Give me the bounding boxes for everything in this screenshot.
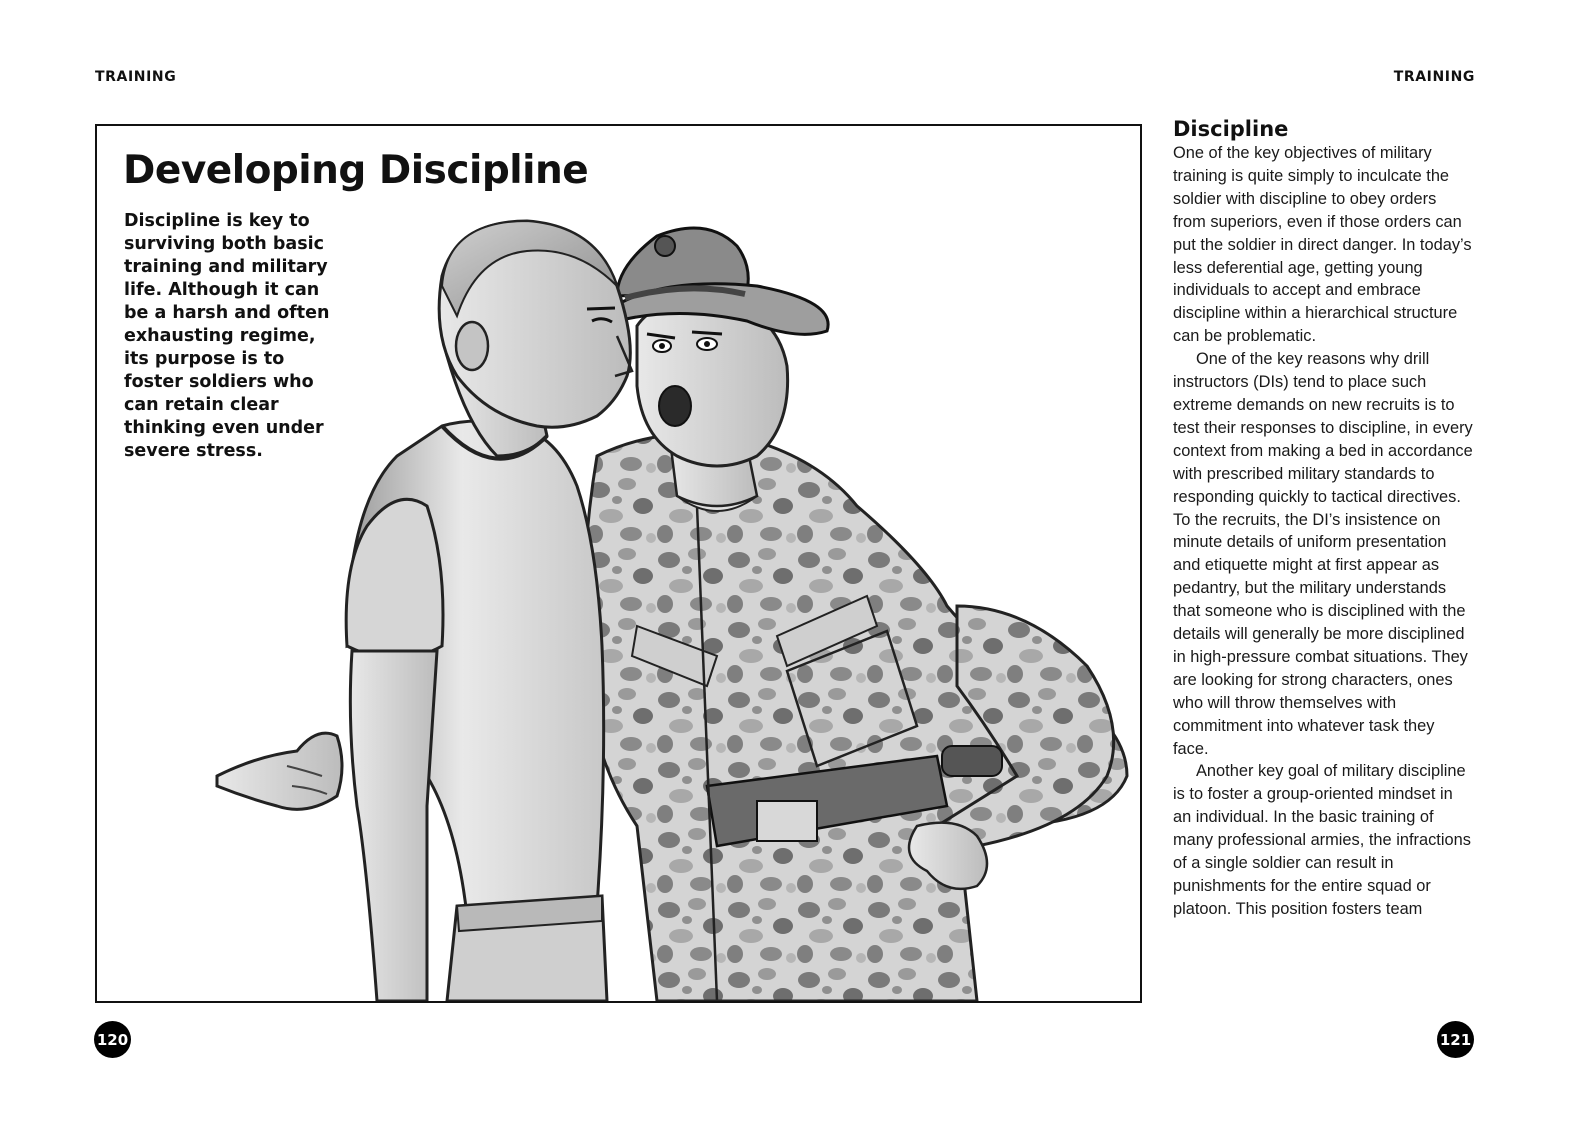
article-paragraph: One of the key reasons why drill instructors (DIs) tend to place such extreme demands on new recruits is to test their responses to discipline, in every context from making a bed in accordance with prescribed military standards to responding quickly to tactical directives. To the recruits, the DI’s insistence on minute details of uniform presentation and etiquette might at first appear as pedantry, but the military understands that someone who is disciplined with the details will generally be more disciplined in high-pressure combat situations. They are looking for strong characters, ones who will throw themselves with commitment into whatever task they face. <box>1173 350 1473 758</box>
article-discipline <box>1173 116 1473 921</box>
article-paragraph: Another key goal of military discipline is to foster a group-oriented mindset in an individual. In the basic training of many professional armies, the infractions of a single soldier can result in punishments for the entire squad or platoon. This position fosters team <box>1173 762 1471 918</box>
page-number-right: 121 <box>1437 1021 1474 1058</box>
page-number-left: 120 <box>94 1021 131 1058</box>
panel-title: Developing Discipline <box>123 148 589 193</box>
panel-caption: Discipline is key to surviving both basic training and military life. Although it can be a harsh and often exhausting regime, its purpose is to foster soldiers who can retain clear thinking even under severe stress. <box>124 211 330 461</box>
article-heading: Discipline <box>1173 117 1289 141</box>
running-head-left: TRAINING <box>95 69 177 85</box>
feature-panel <box>95 124 1142 1003</box>
article-body <box>1173 142 1473 921</box>
running-head-right: TRAINING <box>1393 69 1475 85</box>
article-paragraph: One of the key objectives of military training is quite simply to inculcate the soldier with discipline to obey orders from superiors, even if those orders can put the soldier in direct danger. In today’s less deferential age, getting young individuals to accept and embrace discipline within a hierarchical structure can be problematic. <box>1173 144 1472 346</box>
